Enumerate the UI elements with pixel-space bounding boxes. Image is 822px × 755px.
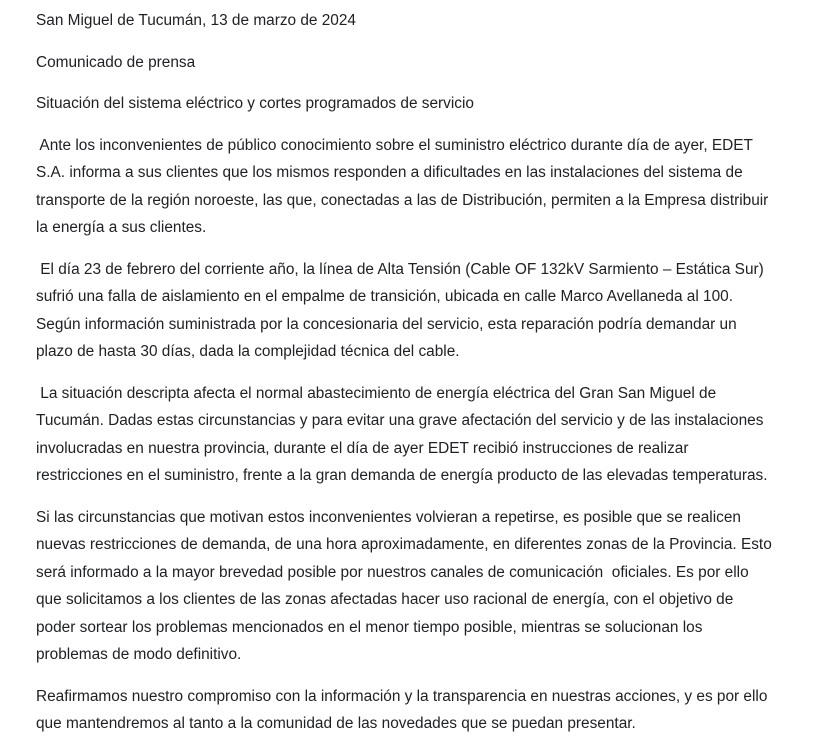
paragraph — [36, 256, 806, 366]
paragraph-line: Según información suministrada por la concesionaria del servicio, esta reparación podría demandar un — [36, 315, 737, 333]
paragraph-line: problemas de modo definitivo. — [36, 646, 242, 663]
paragraph-line: Reafirmamos nuestro compromiso con la información y la transparencia en nuestras acciones, y es por ello — [36, 687, 768, 705]
paragraph-line: que mantendremos al tanto a la comunidad de las novedades que se puedan presentar. — [36, 715, 636, 732]
paragraph-line: restricciones en el suministro, frente a la gran demanda de energía producto de las elevadas temperaturas. — [36, 467, 768, 484]
paragraph-line: poder sortear los problemas mencionados en el menor tiempo posible, mientras se solucionan los — [36, 618, 703, 636]
document-kind: Comunicado de prensa — [36, 53, 196, 71]
paragraph-line: La situación descripta afecta el normal abastecimiento de energía eléctrica del Gran San Miguel de — [36, 384, 717, 402]
paragraph-line: nuevas restricciones de demanda, de una hora aproximadamente, en diferentes zonas de la Provincia. Esto — [36, 536, 772, 553]
paragraph-line: Tucumán. Dadas estas circunstancias y para evitar una grave afectación del servicio y de las instalaciones — [36, 412, 764, 429]
paragraph — [36, 132, 806, 242]
paragraph-line: transporte de la región noroeste, las que, conectadas a las de Distribución, permiten a la Empresa distribuir — [36, 191, 769, 209]
paragraph — [36, 380, 806, 490]
paragraph — [36, 683, 806, 738]
paragraph-line: El día 23 de febrero del corriente año, la línea de Alta Tensión (Cable OF 132kV Sarmiento – Estática Sur) — [36, 260, 764, 278]
paragraph-line: será informado a la mayor brevedad posible por nuestros canales de comunicación oficiales. Es por ello — [36, 563, 749, 581]
paragraph-line: Si las circunstancias que motivan estos inconvenientes volvieran a repetirse, es posible que se realicen — [36, 508, 741, 526]
paragraph — [36, 504, 806, 669]
press-release-document — [36, 7, 806, 752]
paragraph-line: S.A. informa a sus clientes que los mismos responden a dificultades en las instalaciones del sistema de — [36, 164, 743, 181]
dateline: San Miguel de Tucumán, 13 de marzo de 2024 — [36, 12, 356, 29]
paragraph-line: plazo de hasta 30 días, dada la complejidad técnica del cable. — [36, 343, 460, 360]
subject-title: Situación del sistema eléctrico y cortes programados de servicio — [36, 95, 474, 112]
paragraph-line: sufrió una falla de aislamiento en el empalme de transición, ubicada en calle Marco Avellaneda al 100. — [36, 288, 733, 305]
paragraph-line: que solicitamos a los clientes de las zonas afectadas hacer uso racional de energía, con el objetivo de — [36, 591, 734, 608]
paragraph-line: involucradas en nuestra provincia, durante el día de ayer EDET recibió instrucciones de realizar — [36, 439, 689, 457]
paragraph-line: la energía a sus clientes. — [36, 219, 207, 236]
paragraph-line: Ante los inconvenientes de público conocimiento sobre el suministro eléctrico durante día de ayer, EDET — [36, 136, 753, 154]
